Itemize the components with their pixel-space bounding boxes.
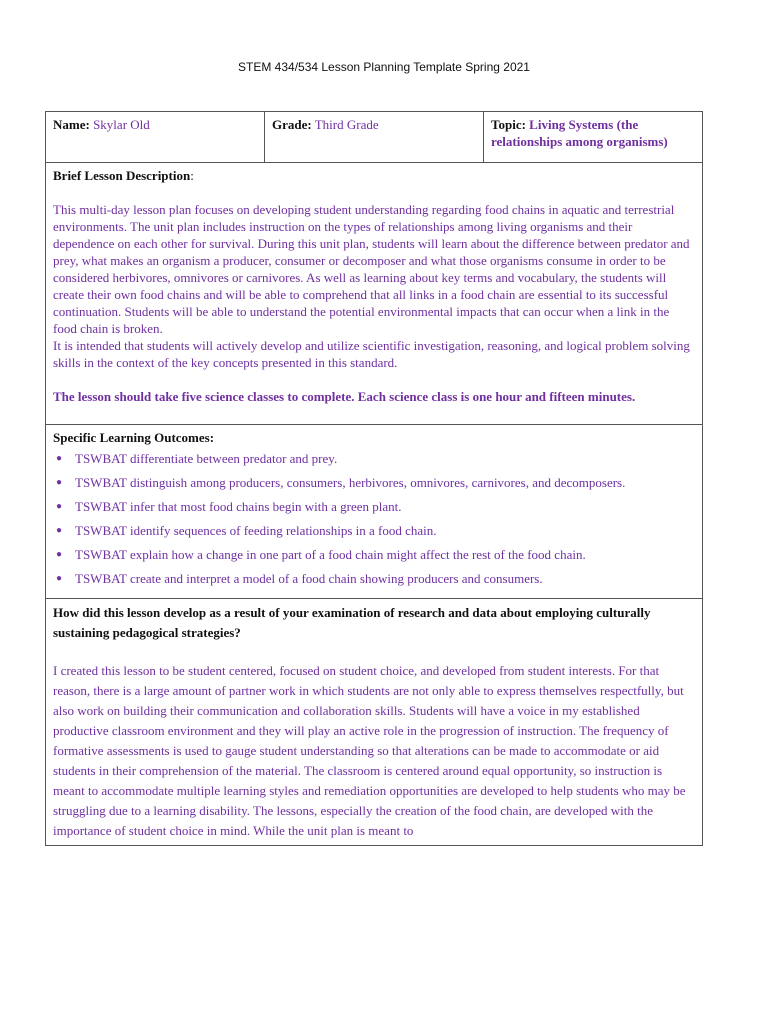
header-row: [46, 112, 703, 163]
name-label: Name:: [53, 117, 90, 132]
name-value: Skylar Old: [93, 117, 150, 132]
culture-question: How did this lesson develop as a result of your examination of research and data about employing culturally sustaining pedagogical strategies?: [53, 605, 651, 640]
grade-label: Grade:: [272, 117, 312, 132]
culture-cell: [46, 599, 703, 846]
grade-value: Third Grade: [314, 117, 379, 132]
bullet-icon: ●: [56, 477, 63, 488]
bullet-icon: ●: [56, 525, 63, 536]
topic-cell: [484, 112, 703, 163]
description-colon: :: [190, 168, 194, 183]
list-item: ● TSWBAT explain how a change in one part of a food chain might affect the rest of the food chain.: [56, 547, 586, 562]
list-item: ● TSWBAT distinguish among producers, consumers, herbivores, omnivores, carnivores, and decomposers.: [56, 475, 626, 490]
list-item: ● TSWBAT infer that most food chains begin with a green plant.: [56, 499, 402, 514]
outcomes-row: [46, 425, 703, 599]
description-row: [46, 163, 703, 425]
page-title: STEM 434/534 Lesson Planning Template Spring 2021: [238, 60, 530, 74]
grade-cell: [265, 112, 484, 163]
description-paragraph-2: It is intended that students will actively develop and utilize scientific investigation, reasoning, and logical problem solving skills in the context of the key concepts presented in this standard.: [53, 338, 690, 370]
bullet-icon: ●: [56, 573, 63, 584]
culture-row: [46, 599, 703, 846]
bullet-icon: ●: [56, 501, 63, 512]
culture-answer: I created this lesson to be student centered, focused on student choice, and developed from student interests. For that reason, there is a large amount of partner work in which students are not only able to express themselves respectfully, but also work on building their communication and collaboration skills. Students will have a voice in my established productive classroom environment and they will play an active role in the progression of instruction. The frequency of formative assessments is used to gauge student understanding so that alterations can be made to accommodate or aid students in their comprehension of the material. The classroom is centered around equal opportunity, so instruction is meant to accommodate multiple learning styles and remediation opportunities are developed to help students who may be struggling due to a learning disability. The lessons, especially the creation of the food chain, are developed with the importance of student choice in mind. While the unit plan is meant to: [53, 663, 686, 838]
outcomes-cell: [46, 425, 703, 599]
duration-note: The lesson should take five science classes to complete. Each science class is one hour and fifteen minutes.: [53, 389, 636, 404]
list-item: ● TSWBAT create and interpret a model of a food chain showing producers and consumers.: [56, 571, 543, 586]
topic-label: Topic:: [491, 117, 526, 132]
lesson-plan-table: [45, 111, 703, 846]
list-item: ● TSWBAT differentiate between predator and prey.: [56, 451, 338, 466]
bullet-icon: ●: [56, 549, 63, 560]
bullet-icon: ●: [56, 453, 63, 464]
description-cell: [46, 163, 703, 425]
topic-value: Living Systems (the relationships among organisms): [491, 117, 668, 149]
description-label: Brief Lesson Description: [53, 168, 191, 183]
outcomes-list: [53, 450, 695, 587]
outcomes-label: Specific Learning Outcomes:: [53, 430, 215, 445]
list-item: ● TSWBAT identify sequences of feeding relationships in a food chain.: [56, 523, 437, 538]
name-cell: [46, 112, 265, 163]
description-paragraph-1: This multi-day lesson plan focuses on developing student understanding regarding food chains in aquatic and terrestrial environments. The unit plan includes instruction on the types of relationships among living organisms and their dependence on each other for survival. During this unit plan, students will learn about the difference between predator and prey, what makes an organism a producer, consumer or decomposer and what those organisms consume in order to be considered herbivores, omnivores or carnivores. As well as learning about key terms and vocabulary, the students will create their own food chains and will be able to comprehend that all links in a food chain are essential to its successful continuation. Students will be able to understand the potential environmental impacts that can occur when a link in the food chain is broken.: [53, 202, 690, 336]
